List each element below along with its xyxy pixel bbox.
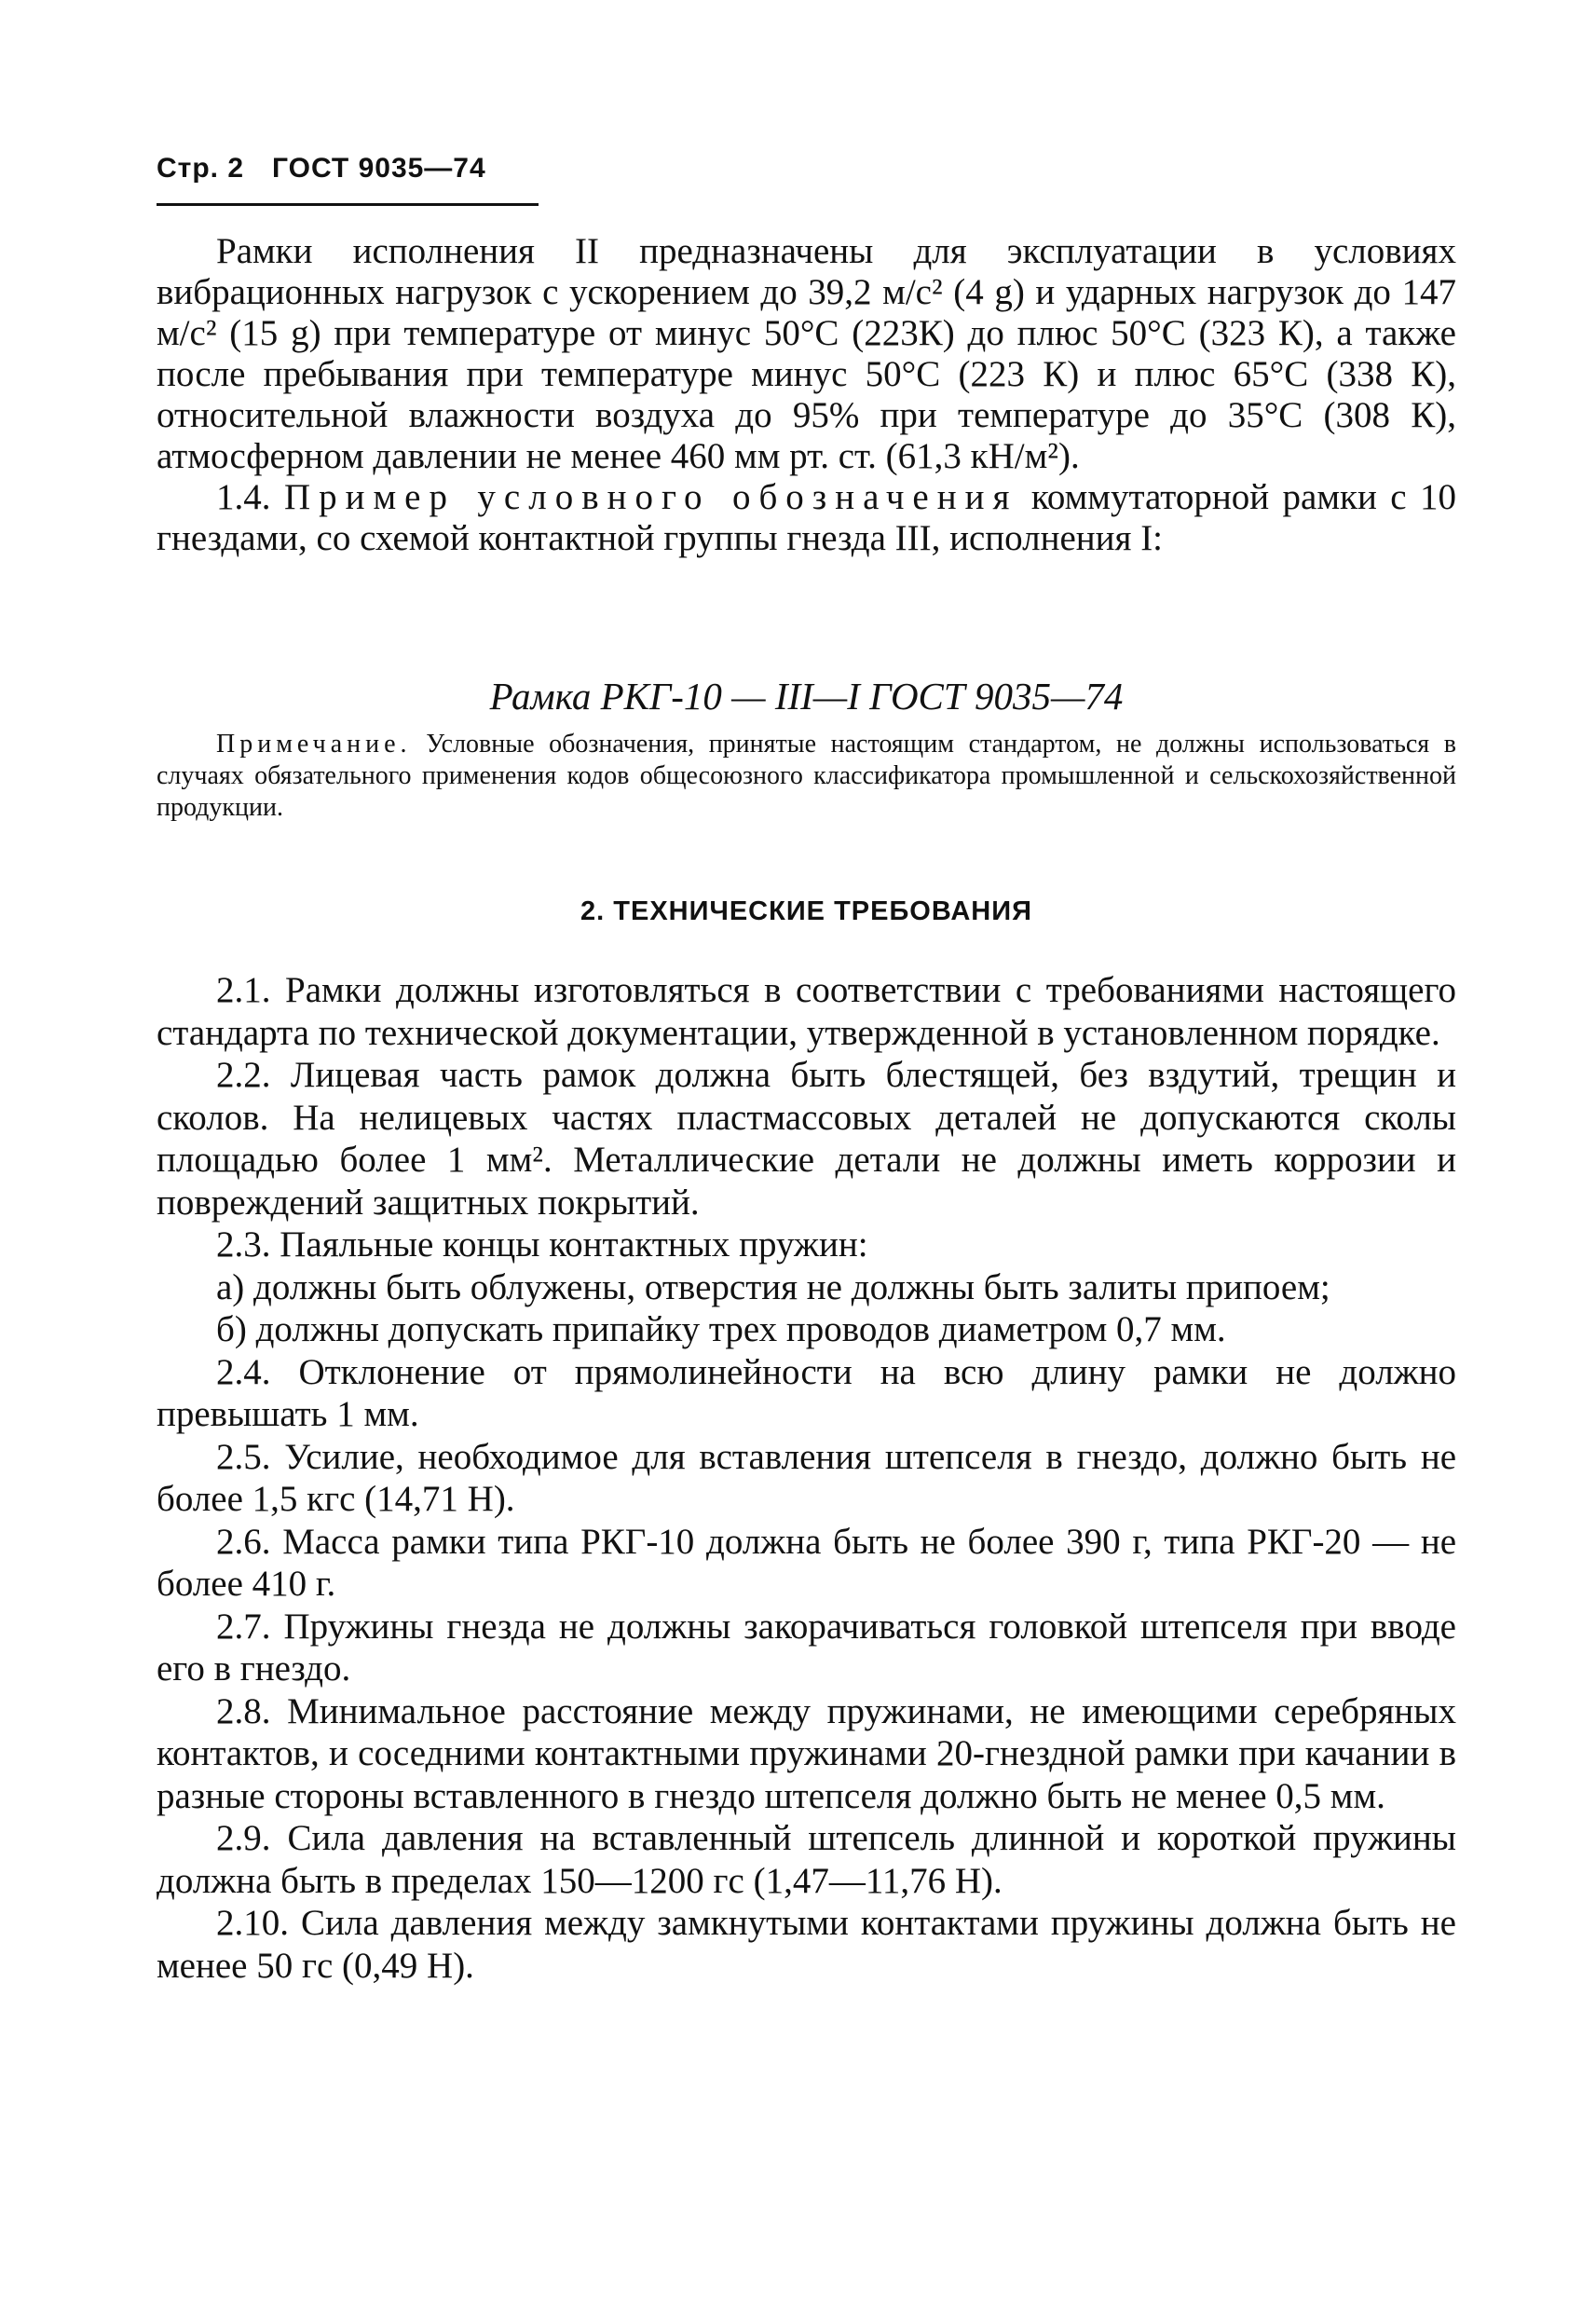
header-rule (157, 203, 539, 206)
designation-example: Рамка РКГ-10 — III—I ГОСТ 9035—74 (489, 675, 1124, 718)
clause-2-3-b: б) должны допускать припайку трех проводов диаметром 0,7 мм. (216, 1309, 1226, 1349)
clause-text: коммутаторной рамки с 10 гнездами, со схемой контактной группы гнезда III, исполнения I: (157, 477, 1457, 558)
clause-2-1: 2.1. Рамки должны изготовляться в соответствии с требованиями настоящего стандарта по технической документации, утвержденной в установленном порядке. (157, 970, 1456, 1053)
note-text: Условные обозначения, принятые настоящим стандартом, не должны использоваться в случаях обязательного применения кодов общесоюзного классификатора промышленной и сельскохозяйственной продукции. (157, 730, 1456, 822)
clause-2-8: 2.8. Минимальное расстояние между пружинами, не имеющими серебряных контактов, и соседними контактными пружинами 20-гнездной рамки при качании в разные стороны вставленного в гнездо штепселя должно быть не менее 0,5 мм. (157, 1690, 1456, 1816)
note-label: Примечание. (216, 730, 412, 759)
page-header (157, 149, 1456, 188)
clause-2-4: 2.4. Отклонение от прямолинейности на всю длину рамки не должно превышать 1 мм. (157, 1351, 1456, 1434)
intro-paragraph: Рамки исполнения II предназначены для эксплуатации в условиях вибрационных нагрузок с ускорением до 39,2 м/с² (4 g) и ударных нагрузок до 147 м/с² (15 g) при температуре от минус 50°С (223К) до плюс 50°С (323 К), а также после пребывания при температуре минус 50°С (223 К) и плюс 65°С (338 К), относительной влажности воздуха до 95% при температуре до 35°С (308 К), атмосферном давлении не менее 460 мм рт. ст. (61,3 кН/м²). (157, 231, 1456, 476)
intro-block (157, 231, 1456, 559)
page-number: Стр. 2 (157, 153, 245, 184)
clause-2-3: 2.3. Паяльные концы контактных пружин: (216, 1224, 868, 1265)
clause-2-10: 2.10. Сила давления между замкнутыми контактами пружины должна быть не менее 50 гс (0,49 Н). (157, 1903, 1456, 1986)
standard-number: ГОСТ 9035—74 (272, 153, 486, 184)
clause-lead: Пример условного обозначения (283, 477, 1018, 517)
clause-2-5: 2.5. Усилие, необходимое для вставления штепселя в гнездо, должно быть не более 1,5 кгс (14,71 Н). (157, 1436, 1456, 1519)
requirements-list (157, 969, 1456, 1987)
clause-2-3-a: а) должны быть облужены, отверстия не должны быть залиты припоем; (216, 1266, 1330, 1307)
clause-2-7: 2.7. Пружины гнезда не должны закорачиваться головкой штепселя при вводе его в гнездо. (157, 1606, 1456, 1689)
clause-1-4 (157, 477, 1456, 559)
clause-2-9: 2.9. Сила давления на вставленный штепсель длинной и короткой пружины должна быть в пределах 150—1200 гс (1,47—11,76 Н). (157, 1818, 1456, 1901)
note (157, 729, 1456, 824)
section-title: 2. ТЕХНИЧЕСКИЕ ТРЕБОВАНИЯ (580, 896, 1032, 926)
clause-2-2: 2.2. Лицевая часть рамок должна быть блестящей, без вздутий, трещин и сколов. На нелицевых частях пластмассовых деталей не допускаются сколы площадью более 1 мм². Металлические детали не должны иметь коррозии и повреждений защитных покрытий. (157, 1055, 1456, 1223)
page-content (157, 149, 1457, 1986)
clause-number: 1.4. (216, 477, 271, 517)
clause-2-6: 2.6. Масса рамки типа РКГ-10 должна быть не более 390 г, типа РКГ-20 — не более 410 г. (157, 1521, 1456, 1604)
